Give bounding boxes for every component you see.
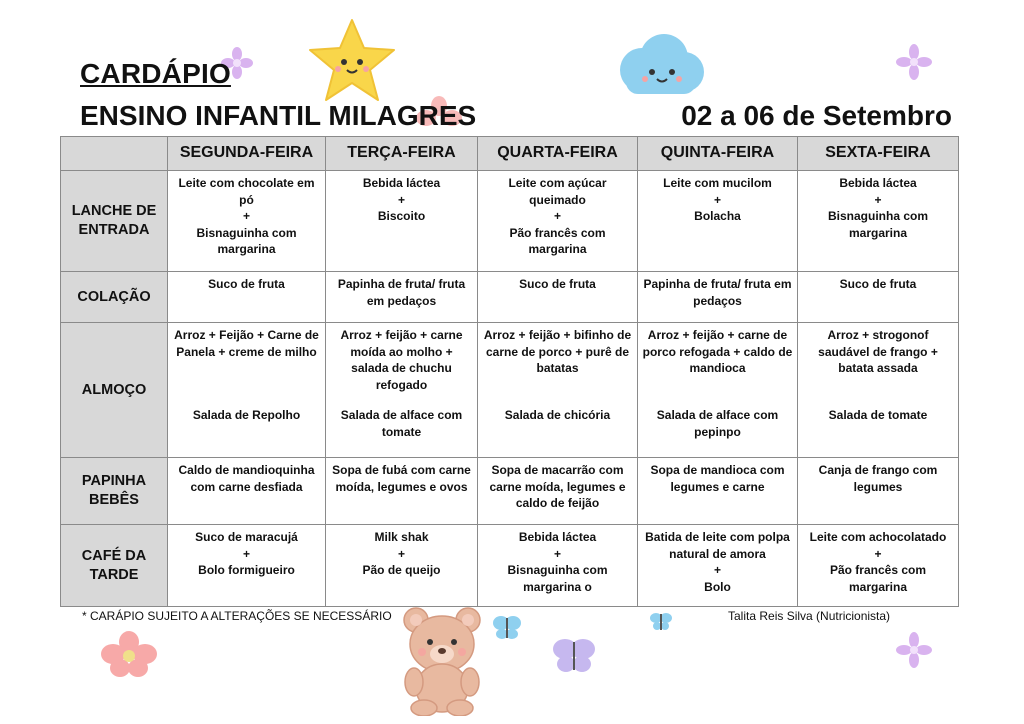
menu-item: Milk shak	[374, 530, 429, 544]
menu-cell	[326, 171, 478, 272]
menu-cell: Suco de fruta	[168, 272, 326, 323]
menu-cell	[326, 323, 478, 458]
menu-cell	[168, 323, 326, 458]
menu-item: Pão francês com margarina	[829, 563, 927, 594]
plus-separator: +	[242, 209, 250, 223]
menu-cell	[168, 525, 326, 607]
menu-item: Leite com mucilom	[663, 176, 772, 190]
menu-cell	[478, 525, 638, 607]
menu-cell: Papinha de fruta/ fruta em pedaços	[326, 272, 478, 323]
table-header-row	[61, 137, 959, 171]
menu-item: Bolo	[704, 579, 731, 594]
row-label: LANCHE DE ENTRADA	[61, 171, 168, 272]
nutritionist-signature: Talita Reis Silva (Nutricionista)	[728, 609, 891, 623]
menu-cell: Sopa de fubá com carne moída, legumes e ovos	[326, 458, 478, 525]
day-header: QUINTA-FEIRA	[638, 137, 798, 171]
plus-separator: +	[713, 192, 721, 207]
menu-item: Leite com achocolatado	[809, 530, 947, 544]
main-dish: Arroz + Feijão + Carne de Panela + creme de milho	[174, 328, 319, 359]
day-header: TERÇA-FEIRA	[326, 137, 478, 171]
menu-item: Bolacha	[694, 209, 741, 223]
plus-separator: +	[713, 563, 721, 577]
butterfly-icon	[492, 614, 522, 642]
menu-item: Bolo formigueiro	[198, 563, 295, 577]
menu-cell: Sopa de mandioca com legumes e carne	[638, 458, 798, 525]
table-row	[61, 272, 959, 323]
menu-cell: Suco de fruta	[798, 272, 959, 323]
menu-item: Suco de maracujá	[195, 530, 298, 544]
row-label: ALMOÇO	[61, 323, 168, 458]
menu-cell	[168, 171, 326, 272]
header-corner	[61, 137, 168, 171]
main-dish: Arroz + strogonof saudável de frango + batata assada	[818, 328, 938, 375]
menu-item: Bisnaguinha com margarina	[196, 225, 297, 256]
teddy-bear-icon	[394, 604, 490, 716]
plus-separator: +	[553, 546, 561, 561]
row-label: COLAÇÃO	[61, 272, 168, 323]
flower-icon	[896, 632, 932, 668]
salad: Salada de tomate	[828, 408, 928, 422]
menu-item: Batida de leite com polpa natural de amora	[645, 530, 790, 561]
menu-cell	[638, 323, 798, 458]
menu-cell: Sopa de macarrão com carne moída, legumes e caldo de feijão	[478, 458, 638, 525]
table-row	[61, 458, 959, 525]
main-dish: Arroz + feijão + carne de porco refogada + caldo de mandioca	[642, 328, 793, 375]
menu-cell	[798, 171, 959, 272]
table-row	[61, 525, 959, 607]
menu-cell	[638, 525, 798, 607]
menu-item: Bisnaguinha com margarina	[827, 209, 928, 240]
row-label: PAPINHA BEBÊS	[61, 458, 168, 525]
menu-table	[60, 136, 959, 607]
menu-item: Leite com chocolate em pó	[178, 176, 315, 207]
menu-cell: Canja de frango com legumes	[798, 458, 959, 525]
menu-cell: Suco de fruta	[478, 272, 638, 323]
cloud-icon	[612, 30, 708, 102]
date-range: 02 a 06 de Setembro	[681, 100, 952, 131]
menu-item: Bebida láctea	[518, 530, 597, 544]
table-row	[61, 323, 959, 458]
menu-cell	[478, 323, 638, 458]
menu-cell: Papinha de fruta/ fruta em pedaços	[638, 272, 798, 323]
main-dish: Arroz + feijão + bifinho de carne de porco + purê de batatas	[483, 328, 632, 375]
salad: Salada de Repolho	[192, 408, 301, 422]
plus-separator: +	[242, 546, 250, 561]
star-icon	[306, 16, 398, 104]
plus-separator: +	[397, 192, 405, 207]
menu-item: Bebida láctea	[362, 176, 441, 190]
menu-item: Pão francês com margarina	[509, 225, 606, 256]
footnote: * CARÁPIO SUJEITO A ALTERAÇÕES SE NECESSÁRIO	[82, 609, 392, 623]
menu-item: Biscoito	[377, 209, 426, 223]
menu-cell	[638, 171, 798, 272]
flower-icon	[896, 44, 932, 80]
table-row	[61, 171, 959, 272]
butterfly-icon	[650, 612, 672, 632]
salad: Salada de alface com tomate	[340, 408, 463, 439]
plus-separator: +	[553, 209, 561, 223]
day-header: QUARTA-FEIRA	[478, 137, 638, 171]
day-header: SEGUNDA-FEIRA	[168, 137, 326, 171]
menu-cell	[326, 525, 478, 607]
flower-icon	[100, 630, 158, 678]
salad: Salada de alface com pepinpo	[656, 408, 779, 439]
butterfly-icon	[552, 636, 596, 676]
plus-separator: +	[874, 192, 882, 207]
day-header: SEXTA-FEIRA	[798, 137, 959, 171]
menu-cell	[478, 171, 638, 272]
plus-separator: +	[397, 546, 405, 561]
plus-separator: +	[874, 546, 882, 561]
main-dish: Arroz + feijão + carne moída ao molho + salada de chuchu refogado	[340, 328, 463, 392]
menu-cell	[798, 323, 959, 458]
menu-item: Leite com açúcar queimado	[508, 176, 607, 207]
menu-cell	[798, 525, 959, 607]
page-title: CARDÁPIO	[80, 58, 231, 89]
row-label: CAFÉ DA TARDE	[61, 525, 168, 607]
menu-item: Pão de queijo	[362, 563, 441, 577]
school-name: ENSINO INFANTIL MILAGRES	[80, 100, 477, 131]
salad: Salada de chicória	[504, 408, 611, 422]
menu-item: Bisnaguinha com margarina o	[507, 563, 608, 594]
menu-item: Bebida láctea	[839, 176, 917, 190]
menu-cell: Caldo de mandioquinha com carne desfiada	[168, 458, 326, 525]
